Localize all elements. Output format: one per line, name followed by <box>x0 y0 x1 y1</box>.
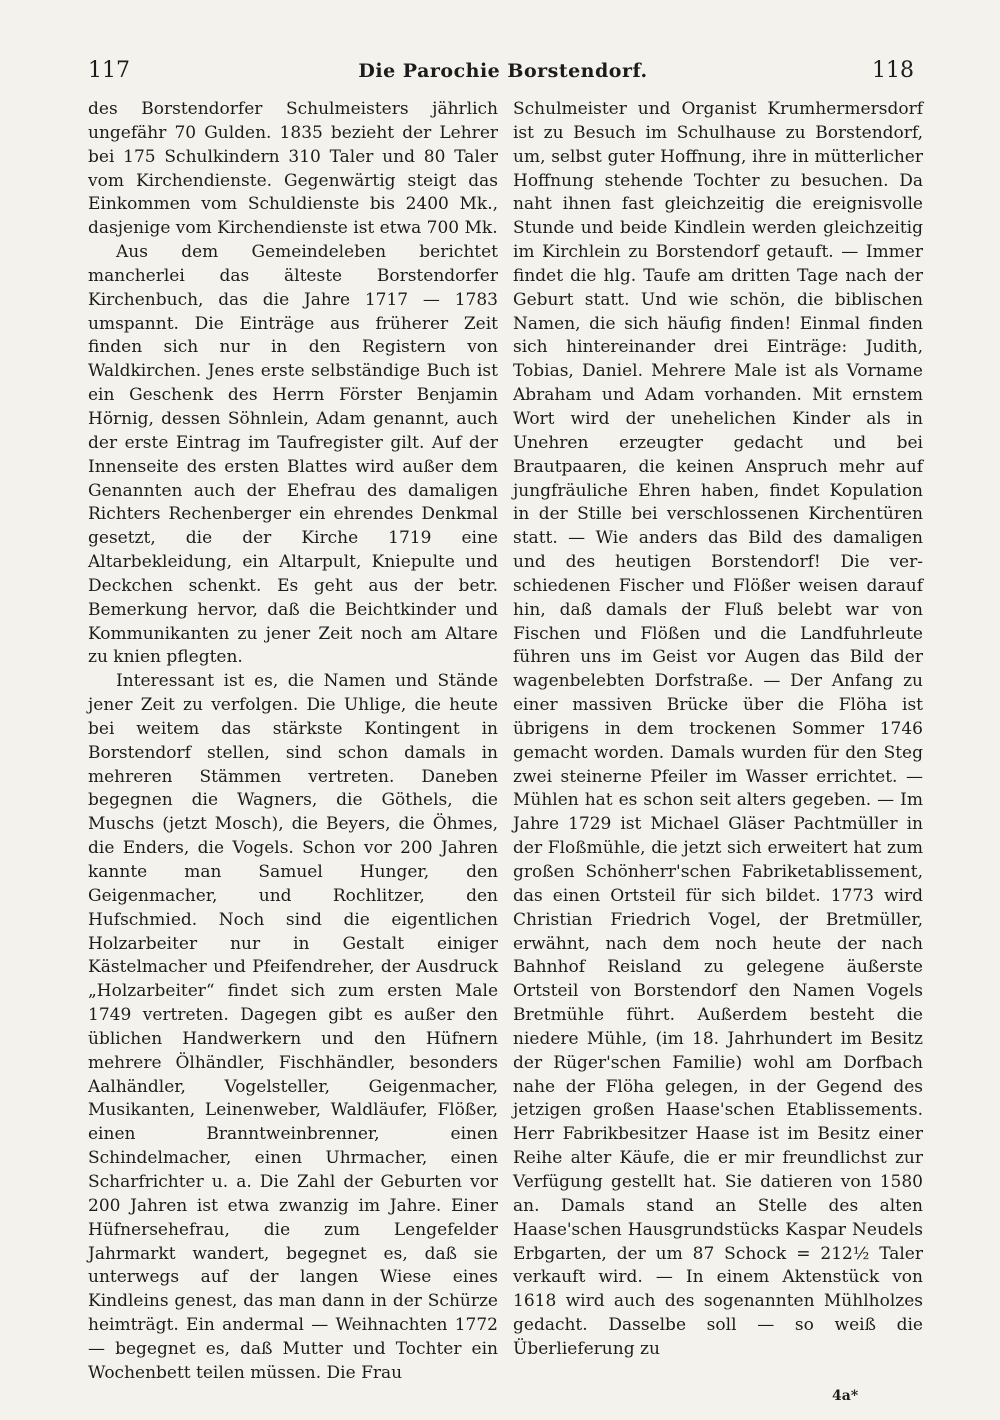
left-page-number: 117 <box>88 58 130 83</box>
paragraph: des Borstendorfer Schulmeisters jährlich ungefähr 70 Gulden. 1835 bezieht der Lehrer bei 175 Schulkindern 310 Taler und 80 Taler vom Kirchendienste. Gegenwärtig steigt das Einkommen vom Schuldienste bis 2400 Mk., dasjenige vom Kirchendienste ist etwa 700 Mk. <box>88 99 498 239</box>
paragraph: Interessant ist es, die Namen und Stände jener Zeit zu verfolgen. Die Uhlige, die heute bei weitem das stärkste Kontingent in Borstendorf stellen, sind schon damals in mehreren Stämmen vertreten. Daneben begegnen die Wagners, die Göthels, die Muschs (jetzt Mosch), die Beyers, die Öhmes, die Enders, die Vogels. Schon vor 200 Jahren kannte man Samuel Hunger, den Geigenmacher, und Rochlitzer, den Hufschmied. Noch sind die eigentlichen Holzarbeiter nur in Gestalt einiger Kästelmacher und Pfeifendreher, der Ausdruck „Holzarbeiter“ findet sich zum ersten Male 1749 vertreten. Dagegen gibt es außer den üblichen Handwerkern und den Hüfnern mehrere Ölhändler, Fischhändler, besonders Aalhändler, Vogelsteller, Geigenmacher, Musikanten, Leinenweber, Waldläufer, Flößer, einen Branntweinbrenner, einen Schindelmacher, einen Uhrmacher, einen Scharfrichter u. a. Die Zahl der Geburten vor 200 Jahren ist etwa zwanzig im Jahre. Einer Hüfnersehefrau, die zum Lengefelder Jahrmarkt wandert, begegnet es, daß sie unterwegs auf der langen Wiese eines Kindleins genest, das man dann in der Schürze heimträgt. Ein andermal — Weihnachten 1772 — begegnet es, daß Mutter und Tochter ein Wochenbett teilen müssen. Die Frau <box>88 671 498 1383</box>
page-header <box>88 58 918 90</box>
paragraph: Schulmeister und Organist Krumhermersdorf ist zu Besuch im Schulhause zu Borstendorf, um, selbst guter Hoffnung, ihre in mütterlicher Hoffnung stehende Tochter zu besuchen. Da naht ihnen fast gleichzeitig die ereignisvolle Stunde und beide Kindlein werden gleichzeitig im Kirchlein zu Borstendorf getauft. — Immer findet die hlg. Taufe am dritten Tage nach der Geburt statt. Und wie schön, die biblischen Namen, die sich häufig finden! Einmal finden sich hintereinander drei Einträge: Judith, Tobias, Daniel. Mehrere Male ist als Vorname Abraham und Adam vorhanden. Mit ernstem Wort wird der unehelichen Kinder als in Unehren erzeugter gedacht und bei Brautpaaren, die keinen Anspruch mehr auf jungfräuliche Ehren haben, findet Kopulation in der Stille bei verschlossenen Kirchentüren statt. — Wie anders das Bild des damaligen und des heutigen Borstendorf! Die verschiedenen Fischer und Flößer weisen darauf hin, daß damals der Fluß belebt war von Fischen und Flößen und die Landfuhrleute führen uns im Geist vor Augen das Bild der wagenbelebten Dorfstraße. — Der Anfang zu einer massiven Brücke über die Flöha ist übrigens in dem trockenen Sommer 1746 gemacht worden. Damals wurden für den Steg zwei steinerne Pfeiler im Wasser errichtet. — Mühlen hat es schon seit alters gegeben. — Im Jahre 1729 ist Michael Gläser Pachtmüller in der Floßmühle, die jetzt sich erweitert hat zum großen Schönherr'schen Fabriketablissement, das einen Ortsteil für sich bildet. 1773 wird Christian Friedrich Vogel, der Bretmüller, erwähnt, nach dem noch heute der nach Bahnhof Reisland zu gelegene äußerste Ortsteil von Borstendorf den Namen Vogels Bretmühle führt. Außerdem besteht die niedere Mühle, (im 18. Jahrhundert im Besitz der Rüger'schen Familie) wohl am Dorfbach nahe der Flöha gelegen, in der Gegend des jetzigen großen Haase'schen Etablissements. Herr Fabrikbesitzer Haase ist im Besitz einer Reihe alter Käufe, die er mir freundlichst zur Verfügung gestellt hat. Sie datieren von 1580 an. Damals stand an Stelle des alten Haase'schen Hausgrundstücks Kaspar Neudels Erbgarten, der um 87 Schock = 212½ Taler verkauft wird. — In einem Aktenstück von 1618 wird auch des sogenannten Mühlholzes gedacht. Dasselbe soll — so weiß die Überlieferung zu <box>513 99 923 1359</box>
running-title: Die Parochie Borstendorf. <box>358 60 648 82</box>
right-page-number: 118 <box>872 58 914 83</box>
left-text-column <box>88 98 498 1386</box>
right-text-column <box>513 98 923 1362</box>
paragraph: Aus dem Gemeindeleben berichtet mancherlei das älteste Borstendorfer Kirchenbuch, das die Jahre 1717 — 1783 umspannt. Die Einträge aus früherer Zeit finden sich nur in den Registern von Waldkirchen. Jenes erste selbständige Buch ist ein Geschenk des Herrn Förster Benjamin Hörnig, dessen Söhnlein, Adam genannt, auch der erste Eintrag im Taufregister gilt. Auf der Innenseite des ersten Blattes wird außer dem Genannten auch der Ehefrau des damaligen Richters Rechenberger ein ehrendes Denkmal gesetzt, die der Kirche 1719 eine Altarbekleidung, ein Altarpult, Kniepulte und Deckchen schenkt. Es geht aus der betr. Bemerkung hervor, daß die Beichtkinder und Kommunikanten zu jener Zeit noch am Altare zu knien pflegten. <box>88 242 498 668</box>
printer-signature-mark: 4a* <box>832 1388 859 1404</box>
